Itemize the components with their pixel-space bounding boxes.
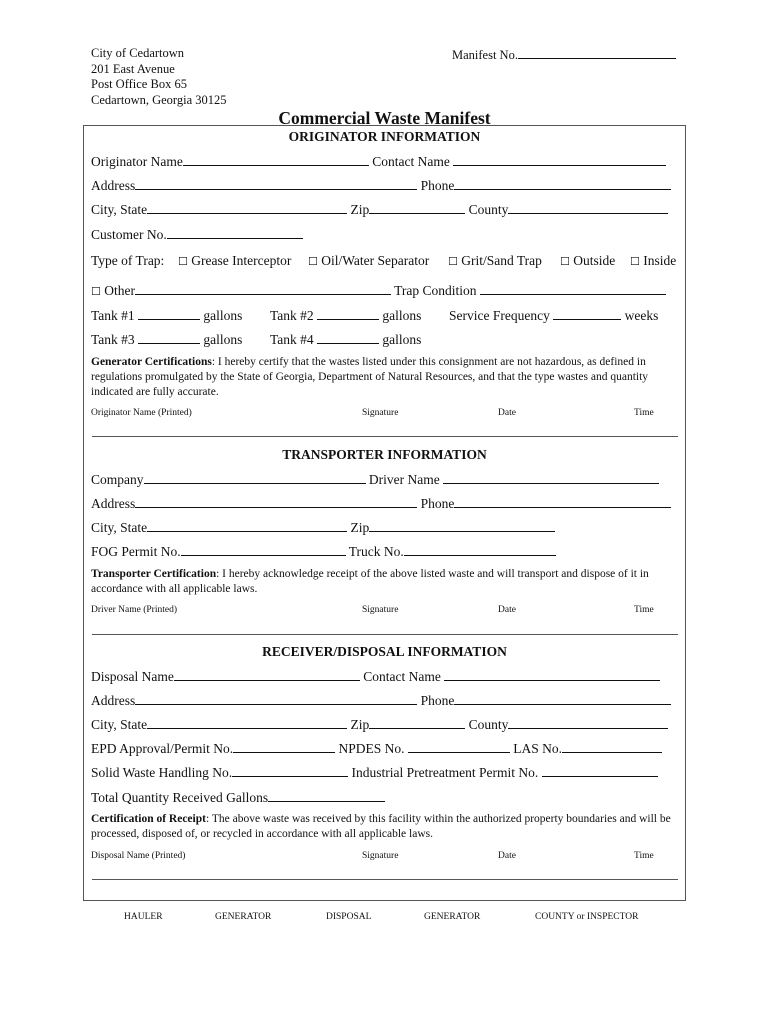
solid-waste-row	[91, 764, 658, 781]
originator-name-row	[91, 153, 666, 170]
sig-label-time: Time	[634, 605, 654, 615]
city-state-field[interactable]	[147, 201, 347, 214]
address-label: Address	[91, 496, 136, 511]
solid-waste-field[interactable]	[232, 764, 348, 777]
tank-4: Tank #4 gallons	[270, 332, 422, 347]
phone-field[interactable]	[454, 495, 671, 508]
originator-address-row	[91, 177, 671, 194]
trap-option[interactable]: ☐ Inside	[630, 253, 677, 268]
receipt-certification: Certification of Receipt: The above waste was received by this facility within the authorized property boundaries and will be processed, disposed of, or recycled in accordance with all applicable laws.	[91, 813, 671, 840]
county-label: County	[468, 717, 509, 732]
las-field[interactable]	[562, 740, 662, 753]
contact-name-field[interactable]	[453, 153, 666, 166]
industrial-permit-field[interactable]	[542, 764, 658, 777]
checkbox-icon[interactable]: ☐	[178, 255, 188, 268]
tank-row-2: Tank #3 gallons	[91, 332, 243, 347]
sig-label-name: Originator Name (Printed)	[91, 408, 192, 418]
total-quantity-row	[91, 789, 385, 806]
driver-name-label: Driver Name	[368, 472, 440, 487]
address-label: Address	[91, 178, 136, 193]
copy-label: GENERATOR	[215, 912, 272, 922]
address-field[interactable]	[135, 692, 417, 705]
zip-field[interactable]	[369, 716, 465, 729]
county-label: County	[468, 202, 509, 217]
city-state-field[interactable]	[147, 519, 347, 532]
npdes-field[interactable]	[408, 740, 510, 753]
phone-field[interactable]	[454, 692, 671, 705]
total-quantity-field[interactable]	[268, 789, 385, 802]
sig-label-name: Disposal Name (Printed)	[91, 851, 186, 861]
epd-permit-field[interactable]	[233, 740, 335, 753]
address-line: 201 East Avenue	[91, 61, 175, 76]
page-title: Commercial Waste Manifest	[278, 108, 491, 128]
customer-no-field[interactable]	[167, 226, 303, 239]
contact-name-label: Contact Name	[372, 154, 450, 169]
checkbox-icon[interactable]: ☐	[630, 255, 640, 268]
permit-row	[91, 740, 662, 757]
trap-type-label: Type of Trap:	[91, 253, 165, 268]
customer-no-row	[91, 226, 303, 243]
tank4-field[interactable]	[317, 331, 379, 344]
county-field[interactable]	[508, 716, 668, 729]
checkbox-icon[interactable]: ☐	[560, 255, 570, 268]
originator-name-field[interactable]	[183, 153, 369, 166]
zip-label: Zip	[350, 202, 370, 217]
city-state-label: City, State	[91, 717, 148, 732]
phone-label: Phone	[420, 496, 455, 511]
customer-no-label: Customer No.	[91, 227, 167, 242]
total-quantity-label: Total Quantity Received Gallons	[91, 790, 269, 805]
other-label: Other	[104, 283, 135, 298]
zip-field[interactable]	[369, 201, 465, 214]
truck-no-label: Truck No.	[348, 544, 404, 559]
checkbox-icon[interactable]: ☐	[91, 285, 101, 298]
sig-label-name: Driver Name (Printed)	[91, 605, 177, 615]
trap-condition-label: Trap Condition	[394, 283, 477, 298]
copy-label: HAULER	[124, 912, 163, 922]
manifest-number-field[interactable]	[518, 46, 676, 59]
trap-type-row	[91, 253, 164, 269]
city-address-block	[91, 46, 227, 108]
receiver-city-row	[91, 716, 668, 733]
zip-label: Zip	[350, 520, 370, 535]
solid-waste-label: Solid Waste Handling No.	[91, 765, 233, 780]
npdes-label: NPDES No.	[338, 741, 405, 756]
disposal-name-field[interactable]	[174, 668, 360, 681]
address-line: Post Office Box 65	[91, 77, 187, 91]
transporter-signature-line[interactable]	[92, 634, 678, 635]
county-field[interactable]	[508, 201, 668, 214]
city-state-label: City, State	[91, 520, 148, 535]
checkbox-icon[interactable]: ☐	[448, 255, 458, 268]
service-frequency: Service Frequency weeks	[449, 308, 659, 323]
trap-option[interactable]: ☐ Grit/Sand Trap	[448, 253, 542, 268]
epd-permit-label: EPD Approval/Permit No.	[91, 741, 234, 756]
manifest-number-row	[452, 46, 676, 64]
service-frequency-field[interactable]	[553, 307, 621, 320]
manifest-label: Manifest No.	[452, 48, 518, 62]
originator-city-row	[91, 201, 668, 218]
receiver-address-row	[91, 692, 671, 709]
address-label: Address	[91, 693, 136, 708]
address-field[interactable]	[135, 177, 417, 190]
contact-name-field[interactable]	[444, 668, 660, 681]
tank-2: Tank #2 gallons	[270, 308, 422, 323]
checkbox-icon[interactable]: ☐	[308, 255, 318, 268]
disposal-name-label: Disposal Name	[91, 669, 174, 684]
phone-field[interactable]	[454, 177, 671, 190]
trap-option[interactable]: ☐ Outside	[560, 253, 616, 268]
trap-condition-field[interactable]	[480, 282, 666, 295]
copy-label: DISPOSAL	[326, 912, 372, 922]
sig-label-date: Date	[498, 851, 516, 861]
other-row	[91, 282, 666, 299]
sig-label-date: Date	[498, 408, 516, 418]
generator-certification: Generator Certifications: I hereby certify that the wastes listed under this consignment are not hazardous, as defined in regulations promulgated by the State of Georgia, Department of Natural Resources, and that the type wastes and quantity indicated are fully accurate.	[91, 356, 649, 398]
zip-label: Zip	[350, 717, 370, 732]
fog-permit-field[interactable]	[181, 543, 346, 556]
industrial-permit-label: Industrial Pretreatment Permit No.	[351, 765, 539, 780]
transporter-heading: TRANSPORTER INFORMATION	[282, 447, 487, 462]
contact-name-label: Contact Name	[363, 669, 441, 684]
company-label: Company	[91, 472, 144, 487]
receiver-signature-line[interactable]	[92, 879, 678, 880]
fog-permit-label: FOG Permit No.	[91, 544, 181, 559]
disposal-name-row	[91, 668, 660, 685]
originator-signature-line[interactable]	[92, 436, 678, 437]
transporter-certification: Transporter Certification: I hereby acknowledge receipt of the above listed waste and will transport and dispose of it in accordance with all applicable laws.	[91, 568, 649, 595]
city-state-field[interactable]	[147, 716, 347, 729]
sig-label-time: Time	[634, 408, 654, 418]
transporter-address-row	[91, 495, 671, 512]
tank2-field[interactable]	[317, 307, 379, 320]
address-field[interactable]	[135, 495, 417, 508]
tank3-field[interactable]	[138, 331, 200, 344]
originator-heading: ORIGINATOR INFORMATION	[288, 129, 481, 144]
company-field[interactable]	[144, 471, 366, 484]
transporter-city-row	[91, 519, 555, 536]
copy-label: GENERATOR	[424, 912, 481, 922]
phone-label: Phone	[420, 693, 455, 708]
phone-label: Phone	[420, 178, 455, 193]
tank-row-1: Tank #1 gallons	[91, 308, 243, 323]
trap-option[interactable]: ☐ Oil/Water Separator	[308, 253, 430, 268]
sig-label-signature: Signature	[362, 605, 399, 615]
driver-name-field[interactable]	[443, 471, 659, 484]
zip-field[interactable]	[369, 519, 555, 532]
tank1-field[interactable]	[138, 307, 200, 320]
copy-label: COUNTY or INSPECTOR	[535, 912, 639, 922]
sig-label-signature: Signature	[362, 408, 399, 418]
trap-option[interactable]: ☐ Grease Interceptor	[178, 253, 292, 268]
truck-no-field[interactable]	[404, 543, 556, 556]
sig-label-date: Date	[498, 605, 516, 615]
sig-label-time: Time	[634, 851, 654, 861]
sig-label-signature: Signature	[362, 851, 399, 861]
las-label: LAS No.	[513, 741, 563, 756]
city-state-label: City, State	[91, 202, 148, 217]
address-line: Cedartown, Georgia 30125	[91, 92, 227, 107]
other-field[interactable]	[135, 282, 391, 295]
address-line: City of Cedartown	[91, 46, 185, 60]
fog-permit-row	[91, 543, 556, 560]
receiver-heading: RECEIVER/DISPOSAL INFORMATION	[262, 644, 507, 659]
company-row	[91, 471, 659, 488]
originator-name-label: Originator Name	[91, 154, 183, 169]
